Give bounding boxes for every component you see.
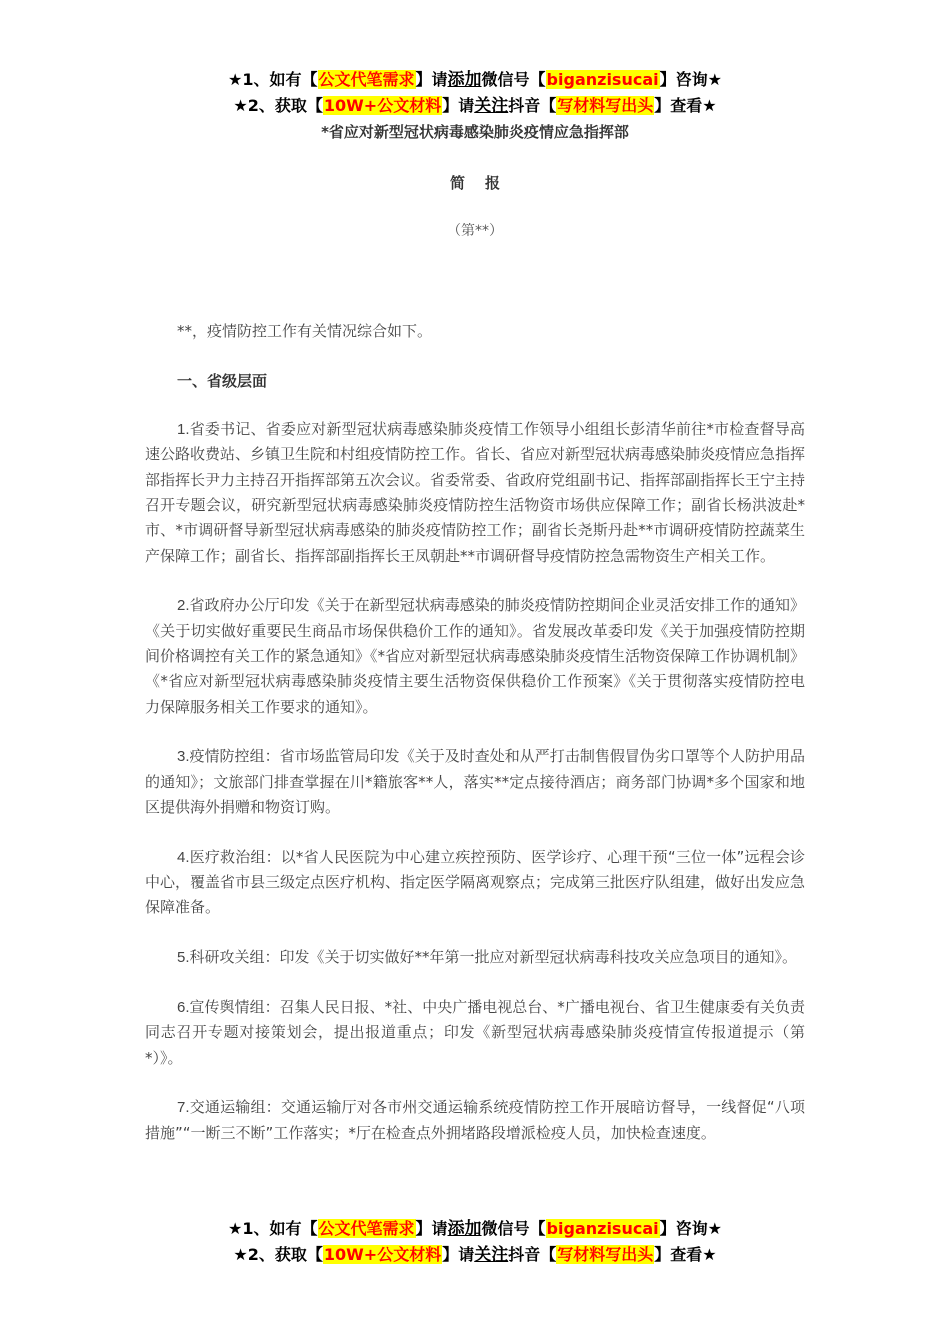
promo-banner-line1-top <box>0 67 950 93</box>
item-number: 3. <box>177 748 190 766</box>
body-paragraph <box>145 1095 805 1146</box>
banner-text: ★1、如有【 <box>228 1219 318 1238</box>
item-text: 科研攻关组：印发《关于切实做好**年第一批应对新型冠状病毒科技攻关应急项目的通知》。 <box>189 948 798 967</box>
banner-text: 】请 <box>442 1245 475 1264</box>
item-number: 1. <box>177 421 190 439</box>
issue-number: （第**） <box>447 223 503 239</box>
banner-text: 】请 <box>415 70 448 89</box>
item-text: 省政府办公厅印发《关于在新型冠状病毒感染的肺炎疫情防控期间企业灵活安排工作的通知》《关于切实做好重要民生商品市场保供稳价工作的通知》。省发展改革委印发《关于加强疫情防控期间价格调控有关工作的紧急通知》《*省应对新型冠状病毒感染肺炎疫情生活物资保障工作协调机制》《*省应对新型冠状病毒感染肺炎疫情主要生活物资保供稳价工作预案》《关于贯彻落实疫情防控电力保障服务相关工作要求的通知》。 <box>145 596 806 716</box>
banner-highlight: biganzisucai <box>546 70 659 89</box>
item-text: 疫情防控组：省市场监管局印发《关于及时查处和从严打击制售假冒伪劣口罩等个人防护用品的通知》；文旅部门排查掌握在川*籍旅客**人，落实**定点接待酒店；商务部门协调*多个国家和地区提供海外捐赠和物资订购。 <box>145 747 805 816</box>
banner-text: 】请 <box>415 1219 448 1238</box>
body-paragraph <box>145 995 805 1071</box>
item-text: 宣传舆情组：召集人民日报、*社、中央广播电视总台、*广播电视台、省卫生健康委有关负责同志召开专题对接策划会，提出报道重点；印发《新型冠状病毒感染肺炎疫情宣传报道提示（第*）》。 <box>145 997 805 1067</box>
banner-highlight: 写材料写出头 <box>557 96 654 115</box>
promo-banner-line2-bottom <box>0 1242 950 1268</box>
intro-paragraph: **，疫情防控工作有关情况综合如下。 <box>177 322 433 340</box>
item-number: 5. <box>177 949 190 967</box>
body-paragraph <box>145 945 805 970</box>
body-paragraph <box>145 417 805 569</box>
banner-text: 微信号【 <box>481 1219 546 1238</box>
banner-highlight: 10W+公文材料 <box>323 1245 442 1264</box>
banner-text: 】请 <box>442 96 475 115</box>
item-text: 交通运输组：交通运输厅对各市州交通运输系统疫情防控工作开展暗访督导，一线督促“八项措施”“一断三不断”工作落实；*厅在检查点外拥堵路段增派检疫人员，加快检查速度。 <box>145 1098 805 1142</box>
banner-text: 】查看★ <box>654 1245 717 1264</box>
banner-text: ★2、获取【 <box>233 96 323 115</box>
banner-highlight: 公文代笔需求 <box>318 70 415 89</box>
banner-highlight: 公文代笔需求 <box>318 1219 415 1238</box>
body-paragraph <box>145 845 805 921</box>
document-title: 简报 <box>449 174 520 192</box>
item-number: 6. <box>177 998 190 1016</box>
item-number: 4. <box>177 848 190 866</box>
banner-text: 】咨询★ <box>659 70 722 89</box>
section-heading: 一、省级层面 <box>177 371 268 390</box>
promo-banner-line1-bottom <box>0 1216 950 1242</box>
banner-text: ★2、获取【 <box>233 1245 323 1264</box>
banner-underlined-text: 添加 <box>447 70 482 90</box>
banner-underlined-text: 添加 <box>447 1219 482 1239</box>
issuing-organization: *省应对新型冠状病毒感染肺炎疫情应急指挥部 <box>321 123 629 141</box>
body-paragraph <box>145 744 805 820</box>
banner-text: 抖音【 <box>508 1245 557 1264</box>
body-paragraph <box>145 593 805 719</box>
banner-underlined-text: 关注 <box>474 96 509 116</box>
banner-text: ★1、如有【 <box>228 70 318 89</box>
banner-text: 】咨询★ <box>659 1219 722 1238</box>
banner-highlight: 10W+公文材料 <box>323 96 442 115</box>
banner-text: 】查看★ <box>654 96 717 115</box>
item-number: 2. <box>177 597 190 615</box>
banner-text: 抖音【 <box>508 96 557 115</box>
banner-text: 微信号【 <box>481 70 546 89</box>
item-text: 省委书记、省委应对新型冠状病毒感染肺炎疫情工作领导小组组长彭清华前往*市检查督导高速公路收费站、乡镇卫生院和村组疫情防控工作。省长、省应对新型冠状病毒感染肺炎疫情应急指挥部指挥长尹力主持召开指挥部第五次会议。省委常委、省政府党组副书记、指挥部副指挥长王宁主持召开专题会议，研究新型冠状病毒感染肺炎疫情防控生活物资市场供应保障工作；副省长杨洪波赴*市、*市调研督导新型冠状病毒感染的肺炎疫情防控工作；副省长尧斯丹赴**市调研疫情防控蔬菜生产保障工作；副省长、指挥部副指挥长王凤朝赴**市调研督导疫情防控急需物资生产相关工作。 <box>145 420 806 565</box>
item-number: 7. <box>177 1099 190 1117</box>
banner-highlight: biganzisucai <box>546 1219 659 1238</box>
promo-banner-line2-top <box>0 93 950 119</box>
banner-underlined-text: 关注 <box>474 1245 509 1265</box>
document-body <box>145 319 805 1170</box>
banner-highlight: 写材料写出头 <box>557 1245 654 1264</box>
item-text: 医疗救治组：以*省人民医院为中心建立疾控预防、医学诊疗、心理干预“三位一体”远程会诊中心，覆盖省市县三级定点医疗机构、指定医学隔离观察点；完成第三批医疗队组建，做好出发应急保障准备。 <box>145 847 806 917</box>
